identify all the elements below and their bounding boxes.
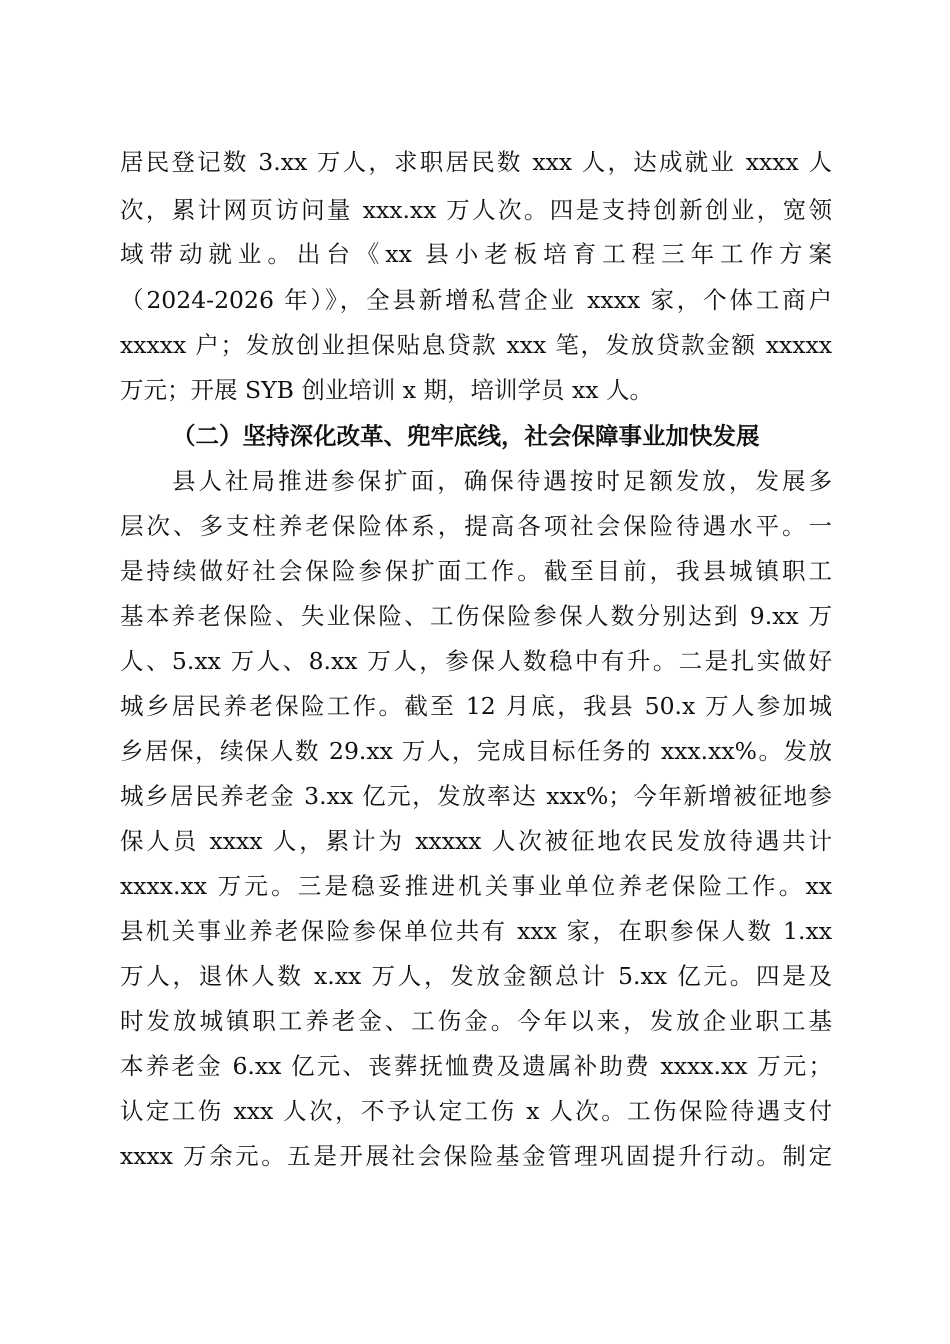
paragraph-line: xxxxx 户；发放创业担保贴息贷款 xxx 笔，发放贷款金额 xxxxx [120, 331, 832, 359]
paragraph-line: 城乡居民养老金 3.xx 亿元，发放率达 xxx%；今年新增被征地参 [120, 782, 832, 810]
paragraph-line: 县机关事业养老保险参保单位共有 xxx 家，在职参保人数 1.xx [120, 917, 832, 945]
section-heading: （二）坚持深化改革、兜牢底线，社会保障事业加快发展 [172, 422, 760, 450]
paragraph-line: xxxx 万余元。五是开展社会保险基金管理巩固提升行动。制定 [120, 1142, 832, 1170]
paragraph-line: 层次、多支柱养老保险体系，提高各项社会保险待遇水平。一 [120, 512, 832, 540]
paragraph-line: 保人员 xxxx 人，累计为 xxxxx 人次被征地农民发放待遇共计 [120, 827, 832, 855]
paragraph-line: 域带动就业。出台《xx 县小老板培育工程三年工作方案 [120, 240, 832, 268]
paragraph-line: xxxx.xx 万元。三是稳妥推进机关事业单位养老保险工作。xx [120, 872, 832, 900]
paragraph-line: 次，累计网页访问量 xxx.xx 万人次。四是支持创新创业，宽领 [120, 196, 832, 224]
paragraph-line: 是持续做好社会保险参保扩面工作。截至目前，我县城镇职工 [120, 557, 832, 585]
paragraph-line: 乡居保，续保人数 29.xx 万人，完成目标任务的 xxx.xx%。发放 [120, 737, 832, 765]
paragraph-line: 本养老金 6.xx 亿元、丧葬抚恤费及遗属补助费 xxxx.xx 万元； [120, 1052, 832, 1080]
paragraph-line: 认定工伤 xxx 人次，不予认定工伤 x 人次。工伤保险待遇支付 [120, 1097, 832, 1125]
paragraph-line: 基本养老保险、失业保险、工伤保险参保人数分别达到 9.xx 万 [120, 602, 832, 630]
paragraph-line: 人、5.xx 万人、8.xx 万人，参保人数稳中有升。二是扎实做好 [120, 647, 832, 675]
paragraph-line: （2024-2026 年）》，全县新增私营企业 xxxx 家，个体工商户 [120, 286, 832, 314]
paragraph-line: 万元；开展 SYB 创业培训 x 期，培训学员 xx 人。 [120, 376, 653, 404]
paragraph-line: 时发放城镇职工养老金、工伤金。今年以来，发放企业职工基 [120, 1007, 832, 1035]
paragraph-line: 城乡居民养老保险工作。截至 12 月底，我县 50.x 万人参加城 [120, 692, 832, 720]
paragraph-line: 居民登记数 3.xx 万人，求职居民数 xxx 人，达成就业 xxxx 人 [120, 148, 832, 176]
paragraph-line: 万人，退休人数 x.xx 万人，发放金额总计 5.xx 亿元。四是及 [120, 962, 832, 990]
paragraph-line: 县人社局推进参保扩面，确保待遇按时足额发放，发展多 [172, 467, 832, 495]
